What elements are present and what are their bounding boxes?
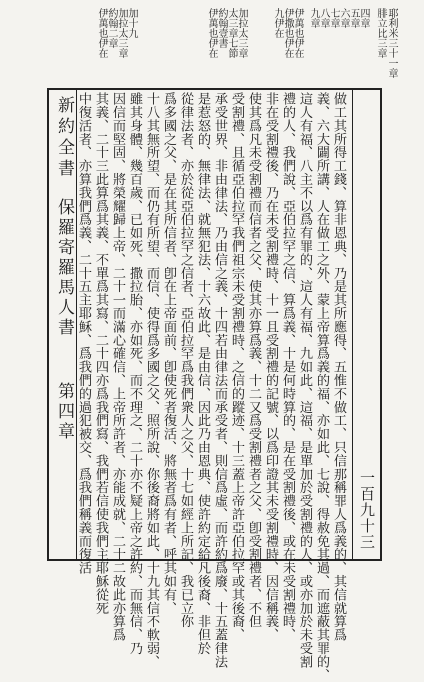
chapter-label: 第四章 [54,382,74,442]
marginal-note: 腓立比三章 [375,8,386,58]
page-number: 一百九十三 [358,470,376,550]
marginal-note: 四章 [358,8,369,28]
text-column: 禮的人、我們說、亞伯拉罕之信、算爲義、十是何時算的、是在受割禮後、或在未受割禮時、 [280,92,295,642]
marginal-note: 九章 [308,8,319,28]
epistle-title: 保羅寄羅馬人書 [54,198,74,338]
marginal-note: 五章 [348,8,359,28]
marginal-note: 加拉太三章 [236,8,247,58]
marginal-note: 加十九 [126,8,137,38]
marginal-note: 九伊在 [272,8,283,38]
marginal-note: 耶利米三十一章 [386,8,397,78]
marginal-note: 太三章七節 [226,8,237,58]
text-column: 十八其無所望、而仍有所望、而信、使得爲多國之父、照所說、你後裔將如此、十九其信不軟弱、 [144,92,159,669]
text-column: 因信而堅固、將榮耀歸上帝、二十一而滿心確信、上帝所許者、亦能成就、二十二故此亦算爲 [110,92,125,642]
marginal-note: 伊萬也伊在 [206,8,217,58]
marginal-note: 約翰二章 [106,8,117,48]
text-column: 這人有福、八主不以爲有罪的、這人有福、九如此、這福、是單加於受割禮的人、或亦加於未受割 [297,92,312,669]
text-column: 使其爲凡未受割禮而信者之父、使其亦算爲義、十二又爲受割禮者之父、卽受割禮者、不但 [246,92,261,628]
text-column: 受割禮、且循亞伯拉罕我們祖宗未受割禮時、之信的蹤迹、十三蓋上帝許亞伯拉罕或其後裔、 [229,92,244,642]
text-column: 承受世界、非由律法、乃由信之義、十四若由律法而承受者、則信爲虛、而許約爲廢、十五蓋律法 [212,92,227,669]
marginal-note: 八章 [318,8,329,28]
text-column: 義、六大闢所講、人在做工之外、蒙上帝算爲義的福、亦如此、七說、得赦免其過、而遮蔽其罪的、 [314,92,329,682]
text-column: 爲多國之父、是在其所信者、卽在上帝面前、卽使死者復活、將無者爲有者、呼其如有、 [161,92,176,615]
marginal-note: 伊撒也伊在 [282,8,293,58]
marginal-note: 加拉太三章 [116,8,127,58]
marginal-notes [86,8,406,80]
marginal-note: 約翰壹書 [216,8,227,48]
text-column: 雖其身體、幾百歲、已如死、撒拉胎、亦如死、而不理之、二十亦不疑上帝之許約、而無信、乃 [127,92,142,655]
marginal-note: 伊萬也伊在 [96,8,107,58]
book-title: 新約全書 [54,96,74,180]
text-column: 非在受割禮後、乃在未受割禮時、十一且受割禮的記號、以爲印證其未受割禮時、因信稱義、 [263,92,278,642]
text-column: 從律法者、亦於從亞伯拉罕之信者、亞伯拉罕爲我們衆人之父、十七如經上所記、我已立你 [178,92,193,628]
folio-divider [352,88,353,561]
text-column: 做工其所得工錢、算非恩典、乃是其所應得、五惟不做工、只信那稱罪人爲義的、其信就算爲 [331,92,346,642]
body-text [76,92,348,682]
text-column: 其義、二十三此算爲其義、不單爲其寫、二十四亦爲我們寫、我們若信使我們主耶穌從死 [93,92,108,615]
text-column: 中復活者、亦算我們爲義、二十五主耶穌、爲我們的過犯被交、爲我們稱義而復活 [76,92,91,575]
text-column: 是惹怒的、無律法、就無犯法、十六故此、是由信、因此乃由恩典、使許約定給凡後裔、非但於 [195,92,210,655]
marginal-note: 七章 [328,8,339,28]
marginal-note: 六章 [338,8,349,28]
marginal-note: 伊萬也伊在 [292,8,303,58]
